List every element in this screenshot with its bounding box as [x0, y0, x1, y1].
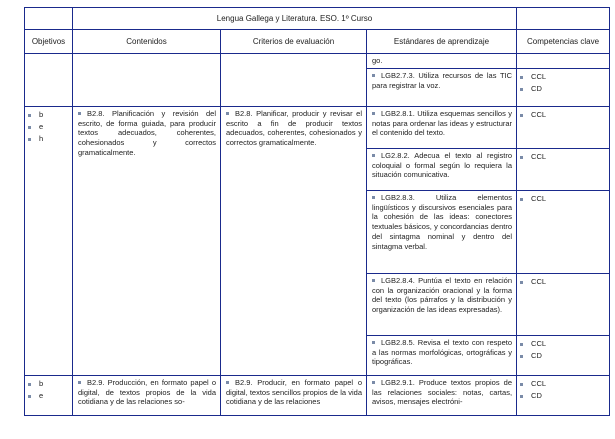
competencia-item: CD [519, 83, 609, 95]
objetivo-item: e [27, 390, 72, 402]
estandar-cell: LGB2.8.3. Utiliza elementos lingüísticos y discursivos esenciales para la cohesión de las ideas: conectores textuales básicos, y concordancias dentro del sintagma nominal y dentro del sintagma verbal. [367, 190, 517, 273]
objetivo-item: b [27, 378, 72, 390]
objetivo-item: e [27, 121, 72, 133]
competencias-cell [517, 190, 610, 273]
competencia-item: CCL [519, 193, 609, 205]
estandar-cell: LG2.8.2. Adecua el texto al registro coloquial o formal según lo requiera la situación comunicativa. [367, 148, 517, 190]
estandar-cell: go. [367, 54, 517, 69]
header-criterios: Criterios de evaluación [221, 30, 367, 54]
competencias-cell [517, 106, 610, 148]
competencias-cell [517, 148, 610, 190]
contenido-cell [73, 54, 221, 107]
competencias-cell [517, 273, 610, 335]
competencia-item: CCL [519, 338, 609, 350]
objetivo-item: h [27, 133, 72, 145]
criterio-cell: B2.9. Producir, en formato papel o digital, textos sencillos propios de la vida cotidiana y de las relaciones [221, 375, 367, 415]
header-objetivos: Objetivos [25, 30, 73, 54]
competencias-cell [517, 335, 610, 375]
header-competencias: Competencias clave [517, 30, 610, 54]
estandar-cell: LGB2.8.4. Puntúa el texto en relación con la organización oracional y la forma del texto (los párrafos y la distribución y organización de las ideas expresadas). [367, 273, 517, 335]
competencias-cell [517, 54, 610, 69]
estandar-cell: LGB2.7.3. Utiliza recursos de las TIC para registrar la voz. [367, 68, 517, 106]
header-estandares: Estándares de aprendizaje [367, 30, 517, 54]
contenido-cell: B2.8. Planificación y revisión del escrito, de forma guiada, para producir textos adecuados, coherentes, cohesionados y correctos gramaticalmente. [73, 106, 221, 375]
criterio-cell [221, 54, 367, 107]
objetivos-cell [25, 106, 73, 375]
competencia-item: CD [519, 390, 609, 402]
competencia-item: CCL [519, 151, 609, 163]
objetivos-cell [25, 375, 73, 415]
estandar-cell: LGB2.9.1. Produce textos propios de las relaciones sociales: notas, cartas, avisos, mensajes electróni- [367, 375, 517, 415]
competencia-item: CCL [519, 71, 609, 83]
competencias-cell [517, 68, 610, 106]
objetivo-item: b [27, 109, 72, 121]
criterio-cell: B2.8. Planificar, producir y revisar el escrito a fin de producir textos adecuados, coherentes, cohesionados y correctos gramaticalmente. [221, 106, 367, 375]
curriculum-table [24, 7, 610, 416]
competencia-item: CCL [519, 378, 609, 390]
competencia-item: CCL [519, 276, 609, 288]
table-title: Lengua Gallega y Literatura. ESO. 1º Curso [73, 8, 517, 30]
competencia-item: CD [519, 350, 609, 362]
contenido-cell: B2.9. Producción, en formato papel o digital, de textos propios de la vida cotidiana y de las relaciones so- [73, 375, 221, 415]
estandar-cell: LGB2.8.5. Revisa el texto con respeto a las normas morfológicas, ortográficas y tipográficas. [367, 335, 517, 375]
estandar-cell: LGB2.8.1. Utiliza esquemas sencillos y notas para ordenar las ideas y estructurar el contenido del texto. [367, 106, 517, 148]
competencia-item: CCL [519, 109, 609, 121]
objetivos-cell [25, 54, 73, 107]
competencias-cell [517, 375, 610, 415]
header-contenidos: Contenidos [73, 30, 221, 54]
